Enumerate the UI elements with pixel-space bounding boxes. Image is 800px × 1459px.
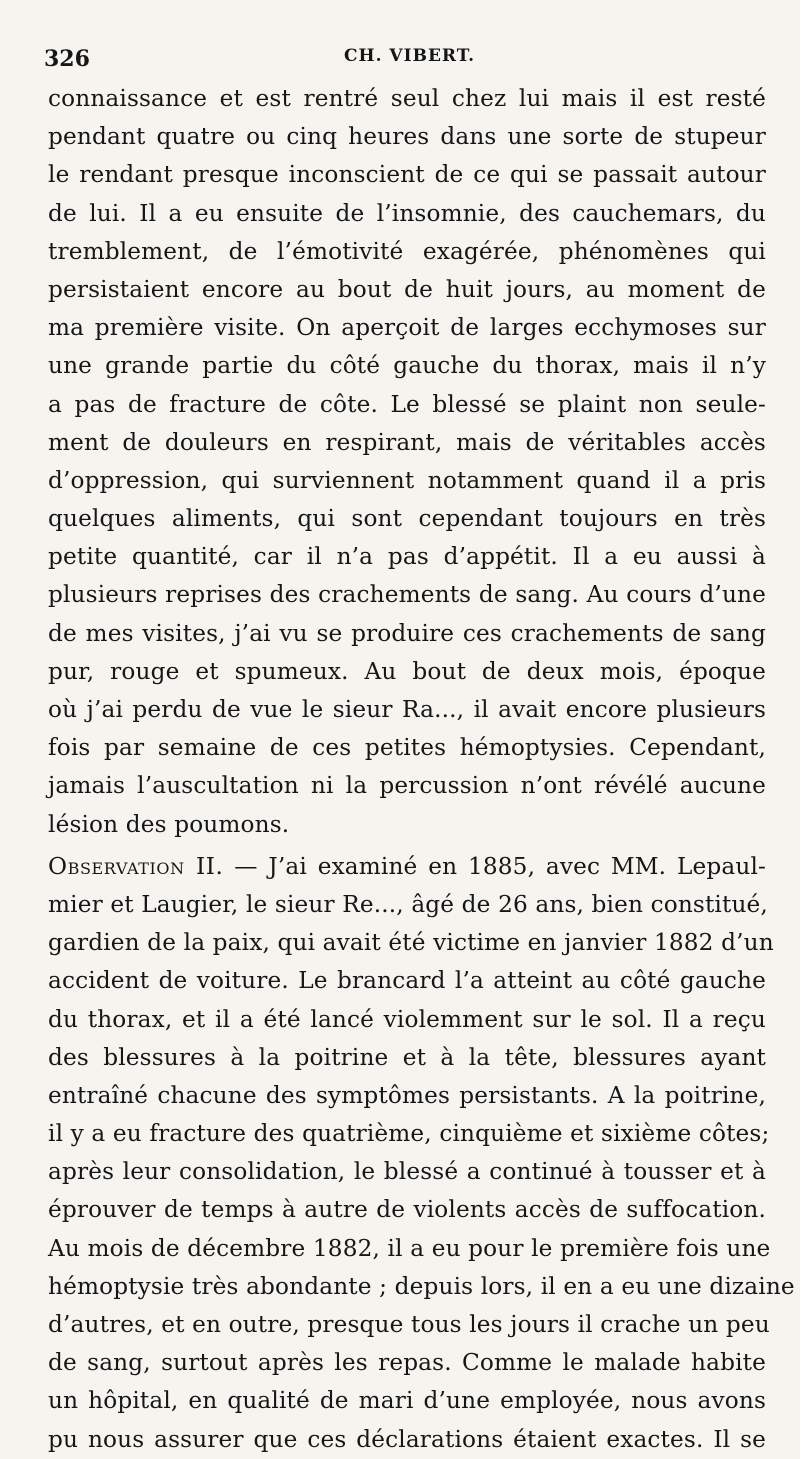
text-line: ment de douleurs en respirant, mais de véritables accès	[48, 428, 766, 456]
text-line: d’autres, et en outre, presque tous les jours il crache un peu	[48, 1311, 770, 1338]
text-line: entraîné chacune des symptômes persistants. A la poitrine,	[48, 1081, 766, 1109]
text-line: d’oppression, qui surviennent notamment quand il a pris	[48, 466, 766, 494]
running-header	[44, 40, 766, 80]
paragraph	[48, 80, 766, 844]
text-line: mier et Laugier, le sieur Re..., âgé de 26 ans, bien constitué,	[48, 890, 768, 918]
text-line: pu nous assurer que ces déclarations étaient exactes. Il se	[48, 1425, 766, 1453]
text-line: le rendant presque inconscient de ce qui se passait autour	[48, 161, 766, 189]
text-line: fois par semaine de ces petites hémoptysies. Cependant,	[48, 734, 766, 762]
text-line: lésion des poumons.	[48, 810, 290, 838]
text-line: du thorax, et il a été lancé violemment sur le sol. Il a reçu	[48, 1005, 766, 1033]
text-line: pendant quatre ou cinq heures dans une sorte de stupeur	[48, 123, 766, 151]
text-line: après leur consolidation, le blessé a continué à tousser et à	[48, 1158, 766, 1186]
text-line: pur, rouge et spumeux. Au bout de deux mois, époque	[48, 657, 766, 685]
text-line: jamais l’auscultation ni la percussion n’ont révélé aucune	[48, 772, 766, 800]
text-line: de sang, surtout après les repas. Comme le malade habite	[48, 1349, 766, 1377]
text-line: de lui. Il a eu ensuite de l’insomnie, des cauchemars, du	[48, 199, 766, 227]
text-line: quelques aliments, qui sont cependant toujours en très	[48, 505, 766, 533]
text-line: où j’ai perdu de vue le sieur Ra..., il avait encore plusieurs	[48, 696, 766, 723]
body-text	[48, 80, 795, 1459]
text-line: ma première visite. On aperçoit de larges ecchymoses sur	[48, 314, 766, 342]
text-line: de mes visites, j’ai vu se produire ces crachements de sang	[48, 619, 766, 647]
text-line: hémoptysie très abondante ; depuis lors, il en a eu une dizaine	[48, 1272, 795, 1300]
page-number: 326	[44, 46, 90, 72]
text-line: éprouver de temps à autre de violents accès de suffocation.	[48, 1196, 766, 1224]
text-line: gardien de la paix, qui avait été victime en janvier 1882 d’un	[48, 929, 774, 957]
observation-first-line: — J’ai examiné en 1885, avec MM. Lepaul-	[223, 852, 767, 880]
text-line: petite quantité, car il n’a pas d’appétit. Il a eu aussi à	[48, 543, 766, 571]
text-line: Au mois de décembre 1882, il a eu pour le première fois une	[48, 1234, 771, 1262]
text-line: des blessures à la poitrine et à la tête, blessures ayant	[48, 1043, 766, 1071]
text-line	[48, 848, 766, 886]
text-line: un hôpital, en qualité de mari d’une employée, nous avons	[48, 1387, 766, 1415]
observation-label: Observation II.	[48, 852, 224, 880]
observation-paragraph	[48, 848, 795, 1459]
text-line: tremblement, de l’émotivité exagérée, phénomènes qui	[48, 237, 766, 265]
header-author: CH. VIBERT.	[344, 46, 476, 66]
text-line: il y a eu fracture des quatrième, cinquième et sixième côtes;	[48, 1120, 770, 1148]
text-line: a pas de fracture de côte. Le blessé se plaint non seule-	[48, 390, 766, 418]
text-line: persistaient encore au bout de huit jours, au moment de	[48, 275, 766, 303]
text-line: connaissance et est rentré seul chez lui mais il est resté	[48, 85, 766, 112]
text-line: une grande partie du côté gauche du thorax, mais il n’y	[48, 352, 766, 380]
text-line: plusieurs reprises des crachements de sang. Au cours d’une	[48, 581, 766, 609]
text-line: accident de voiture. Le brancard l’a atteint au côté gauche	[48, 967, 766, 995]
